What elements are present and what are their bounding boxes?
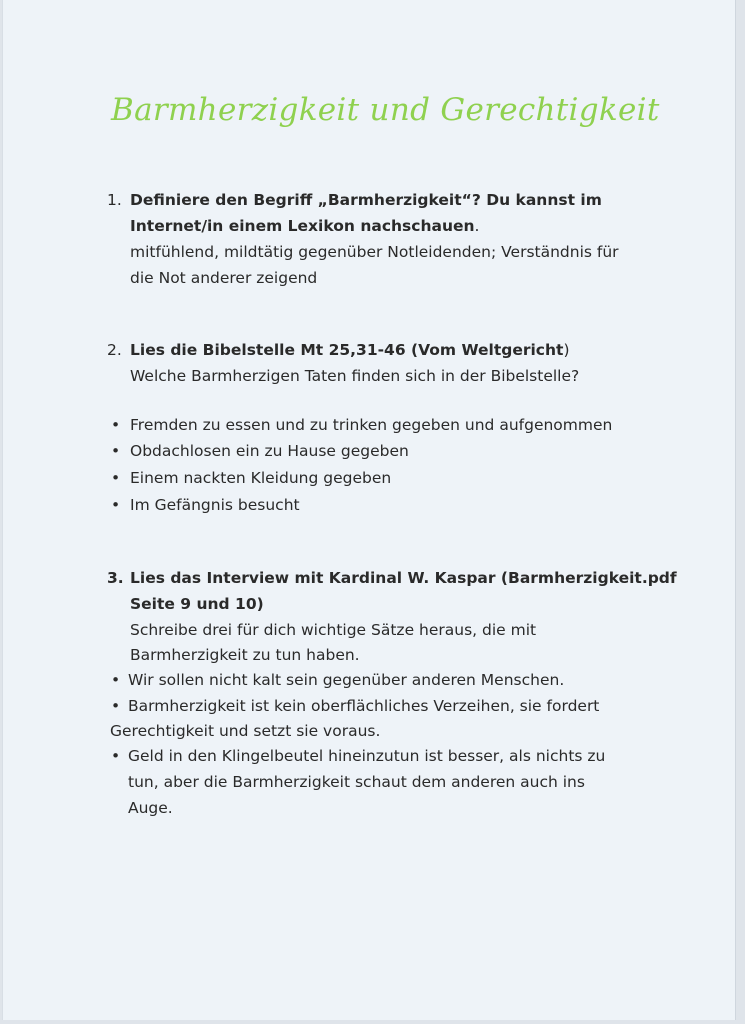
question-1-answer-line2: die Not anderer zeigend — [130, 269, 318, 287]
bullet-icon: • — [111, 697, 121, 715]
question-3-task-line2: Barmherzigkeit zu tun haben. — [130, 646, 360, 664]
bullet-icon: • — [111, 671, 121, 689]
bullet-icon: • — [111, 747, 121, 765]
question-1-prompt-line2-end: . — [474, 217, 480, 235]
question-3-prompt-line1: Lies das Interview mit Kardinal W. Kaspar (Barmherzigkeit.pdf — [130, 569, 677, 587]
bullet-icon: • — [111, 469, 121, 487]
question-1-prompt-line2: Internet/in einem Lexikon nachschauen — [130, 217, 475, 235]
page-title: Barmherzigkeit und Gerechtigkeit — [111, 92, 660, 128]
question-2-prompt-line2: Welche Barmherzigen Taten finden sich in der Bibelstelle? — [130, 367, 580, 385]
question-3-answer-2-line1: Barmherzigkeit ist kein oberflächliches Verzeihen, sie fordert — [128, 697, 600, 715]
question-2-number: 2. — [107, 341, 122, 359]
question-3-prompt-line2: Seite 9 und 10) — [130, 595, 264, 613]
question-3-answer-3-line1: Geld in den Klingelbeutel hineinzutun ist besser, als nichts zu — [128, 747, 606, 765]
question-3-answer-3-line2: tun, aber die Barmherzigkeit schaut dem anderen auch ins — [128, 773, 585, 791]
question-2-prompt-line1-wrap — [130, 338, 570, 364]
question-1-prompt-line1: Definiere den Begriff „Barmherzigkeit“? Du kannst im — [130, 191, 602, 209]
question-1-answer-line1: mitfühlend, mildtätig gegenüber Notleidenden; Verständnis für — [130, 243, 619, 261]
question-3-answer-3-line3: Auge. — [128, 799, 173, 817]
bullet-icon: • — [111, 416, 121, 434]
list-item: Einem nackten Kleidung gegeben — [130, 469, 392, 487]
list-item: Obdachlosen ein zu Hause gegeben — [130, 442, 409, 460]
worksheet-page — [3, 0, 735, 1020]
question-3-task-line1: Schreibe drei für dich wichtige Sätze heraus, die mit — [130, 621, 537, 639]
question-1-prompt-line2-wrap — [130, 214, 479, 240]
bullet-icon: • — [111, 442, 121, 460]
question-1-number: 1. — [107, 191, 122, 209]
bullet-icon: • — [111, 496, 121, 514]
list-item: Im Gefängnis besucht — [130, 496, 300, 514]
question-3-answer-2-line2: Gerechtigkeit und setzt sie voraus. — [110, 722, 381, 740]
question-3-answer-1: Wir sollen nicht kalt sein gegenüber anderen Menschen. — [128, 671, 565, 689]
question-2-prompt-line1-end: ) — [563, 341, 570, 359]
question-2-prompt-line1: Lies die Bibelstelle Mt 25,31-46 (Vom Weltgericht — [130, 341, 564, 359]
list-item: Fremden zu essen und zu trinken gegeben und aufgenommen — [130, 416, 613, 434]
question-3-number: 3. — [107, 569, 124, 587]
